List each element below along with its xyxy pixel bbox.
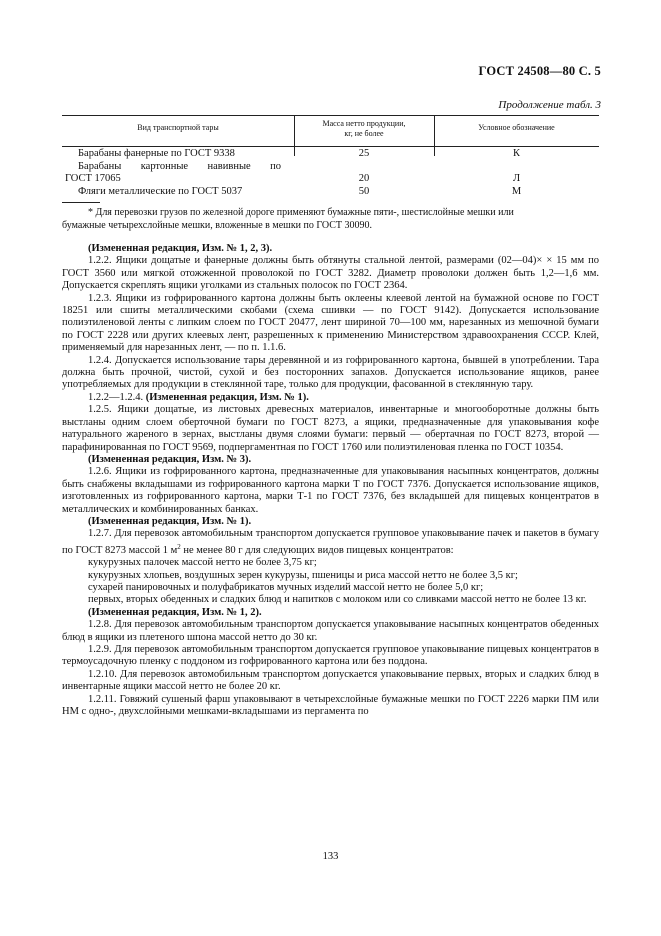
paragraph: первых, вторых обеденных и сладких блюд и напитков с молоком или со сливками массой нетто не более 13 кг. xyxy=(88,594,587,606)
row-mass: 20 xyxy=(358,173,370,184)
paragraph: 1.2.10. Для перевозок автомобильным транспортом допускается упаковывание первых, вторых и сладких блюд в инвентарные ящики массой нетто не более 20 кг. xyxy=(62,668,599,693)
standard-header: ГОСТ 24508—80 С. 5 xyxy=(478,64,601,78)
table-row xyxy=(62,148,599,161)
row-mass: 50 xyxy=(358,186,370,197)
paragraph: 1.2.9. Для перевозок автомобильным транспортом допускается групповое упаковывание пищевых концентратов в термоусадочную пленку с поддоном из гофрированного картона или без поддона. xyxy=(62,644,599,668)
paragraph: 1.2.8. Для перевозок автомобильным транспортом допускается упаковывание насыпных концентратов обеденных блюд в ящики из плетеного шпона массой нетто до 30 кг. xyxy=(62,619,599,643)
row-symbol: К xyxy=(512,148,520,159)
paragraph: кукурузных хлопьев, воздушных зерен кукурузы, пшеницы и риса массой нетто не более 3,5 кг; xyxy=(88,569,518,581)
row-name: Фляги металлические по ГОСТ 5037 xyxy=(78,186,243,197)
revision-note: (Измененная редакция, Изм. № 3). xyxy=(88,453,252,465)
table-continuation-label: Продолжение табл. 3 xyxy=(498,99,601,111)
row-name-line1: Барабаны картонные навивные по xyxy=(78,161,281,172)
footnote xyxy=(62,206,599,232)
paragraph: 1.2.11. Говяжий сушеный фарш упаковывают в четырехслойные бумажные мешки по ГОСТ 2226 марки ПМ или НМ с одно-, двухслойными мешками-вкладышами из пергамента по xyxy=(62,693,599,718)
row-mass: 25 xyxy=(358,148,370,159)
paragraph: 1.2.5. Ящики дощатые, из листовых древесных материалов, инвентарные и многооборотные должны быть выстланы одним слоем оберточной бумаги по ГОСТ 8273, а ящики, предназначенные для упаковывания кофе натурального жареного в зернах, выстланы двумя слоями бумаги: первый — обертачная по ГОСТ 8273, второй — парафинированная по ГОСТ 9569, подпергаментная по ГОСТ 1760 или полиэтиленовая пленка по ГОСТ 10354. xyxy=(62,404,599,453)
row-name-line2: ГОСТ 17065 xyxy=(65,173,121,184)
revision-note: (Измененная редакция, Изм. № 1). xyxy=(145,391,309,403)
page-number: 133 xyxy=(322,851,339,862)
row-symbol: Л xyxy=(512,173,521,184)
column-header-type: Вид транспортной тары xyxy=(137,123,219,132)
paragraph: сухарей панировочных и полуфабрикатов мучных изделий массой нетто не более 5,0 кг; xyxy=(88,581,484,593)
column-header-mass-line2: кг, не более xyxy=(344,129,384,138)
row-symbol: М xyxy=(511,186,522,197)
revision-note: (Измененная редакция, Изм. № 1, 2). xyxy=(88,606,262,618)
paragraph: 1.2.4. Допускается использование тары деревянной и из гофрированного картона, бывшей в употреблении. Тара должна быть прочной, чистой, сухой и без посторонних запахов. Допускается использование ящиков, ранее употребляемых для продукции в стеклянной таре, только для продукции, фасованной в стеклянную тару. xyxy=(62,354,599,391)
body-text xyxy=(62,243,599,718)
revision-note: (Измененная редакция, Изм. № 1, 2, 3). xyxy=(88,243,273,254)
paragraph: кукурузных палочек массой нетто не более 3,75 кг; xyxy=(88,557,317,569)
paragraph: 1.2.7. Для перевозок автомобильным транспортом допускается групповое упаковывание пачек и пакетов в бумагу по ГОСТ 8273 массой 1 $м^2$ не менее 80 г для следующих видов пищевых концентратов: xyxy=(62,528,599,556)
paragraph: 1.2.6. Ящики из гофрированного картона, предназначенные для упаковывания насыпных концентратов, должны быть снабжены вкладышами из гофрированного картона марки Т по ГОСТ 7376. Допускается использование ящиков, изготовленных из гофрированного картона, марки Т-1 по ГОСТ 7376, без вкладышей для пищевых концентратов в металлических и комбинированных банках. xyxy=(62,466,599,515)
column-header-symbol: Условное обозначение xyxy=(478,123,555,132)
paragraph: 1.2.2. Ящики дощатые и фанерные должны быть обтянуты стальной лентой, размерами (02—04)× × 15 мм по ГОСТ 3560 или мягкой отожженной проволокой по ГОСТ 3282. Диаметр проволоки должен быть 1,2—1,6 мм. Допускается скреплять ящики уголками из стальных полосок по ГОСТ 2364. xyxy=(62,255,599,292)
row-name: Барабаны фанерные по ГОСТ 9338 xyxy=(78,148,235,159)
table-row xyxy=(62,173,599,186)
footnote-rule xyxy=(62,202,100,203)
footnote-line2: бумажные четырехслойные мешки, вложенные в мешки по ГОСТ 30090. xyxy=(62,220,373,231)
paragraph: 1.2.3. Ящики из гофрированного картона должны быть оклеены клеевой лентой на бумажной основе по ГОСТ 18251 или сшиты металлическими скобами (схема сшивки — по ГОСТ 9142). Допускается использование полиэтиленовой ленты с липким слоем по ГОСТ 20477, лент шириной 70—100 мм, нарезанных из мешочной бумаги по ГОСТ 2228 или других клеевых лент, разрешенных к применению Министерством здравоохранения СССР. Клей, применяемый для нарезанных лент, — по п. 1.1.6. xyxy=(62,292,599,354)
table-header-rule xyxy=(62,146,599,147)
table-row xyxy=(62,186,599,199)
footnote-line1: * Для перевозки грузов по железной дороге применяют бумажные пяти-, шестислойные мешки или xyxy=(88,207,514,218)
paragraph-clause-ref: 1.2.2—1.2.4. xyxy=(88,391,146,403)
column-header-mass xyxy=(294,119,434,139)
revision-note: (Измененная редакция, Изм. № 1). xyxy=(88,515,252,527)
table-top-rule xyxy=(62,115,599,116)
column-header-mass-line1: Масса нетто продукции, xyxy=(322,119,406,128)
paragraph xyxy=(62,392,599,404)
